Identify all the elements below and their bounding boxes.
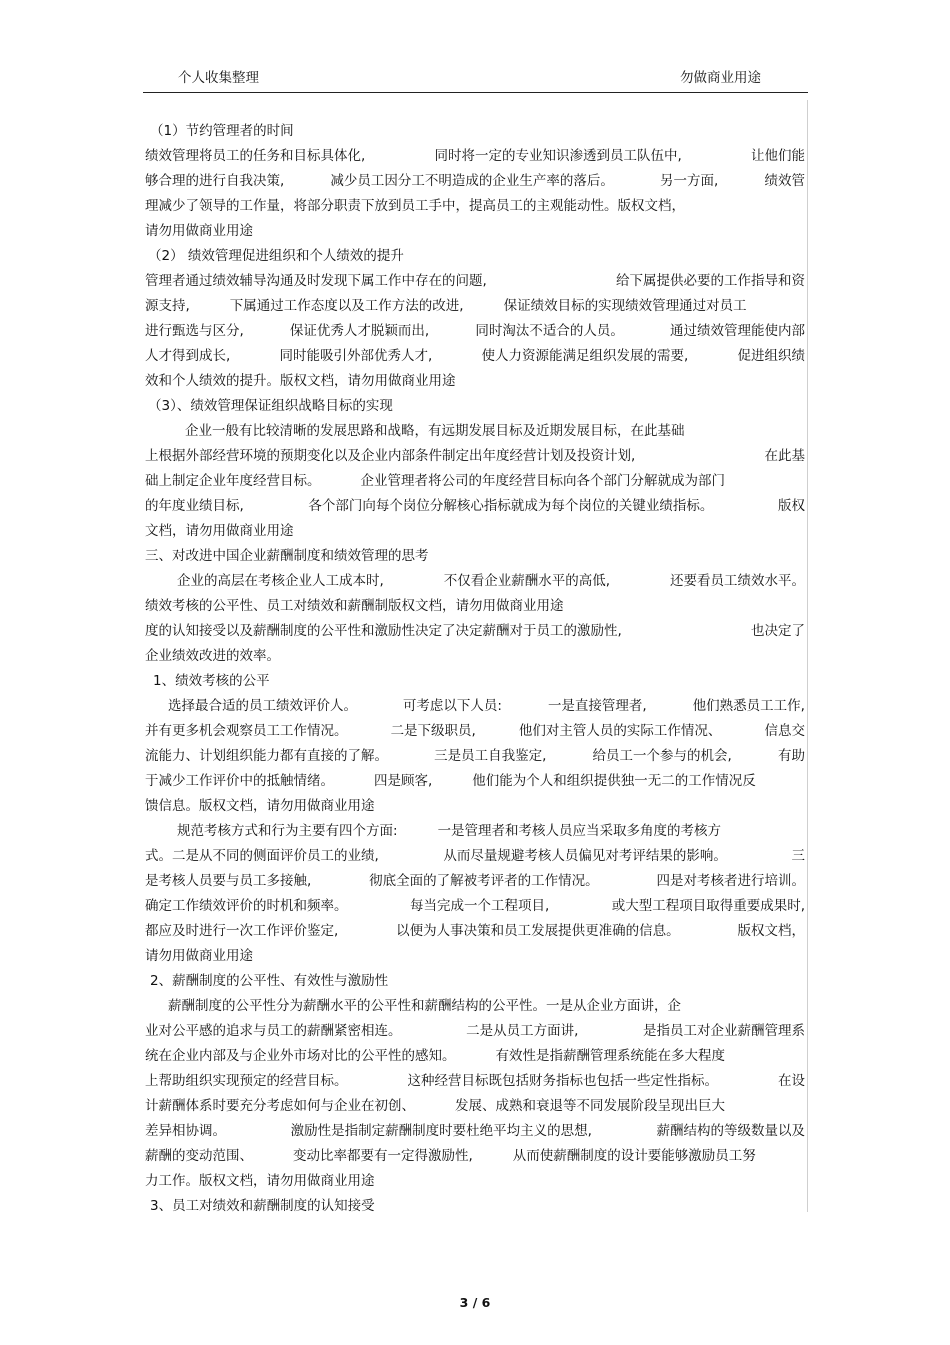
text-segment: 企业绩效改进的效率。	[145, 648, 280, 664]
text-segment: 1、绩效考核的公平	[153, 673, 270, 689]
text-segment: 规范考核方式和行为主要有四个方面:	[177, 823, 398, 839]
text-segment: 并有更多机会观察员工工作情况。	[145, 723, 348, 739]
text-segment: 业对公平感的追求与员工的薪酬紧密相连。	[145, 1023, 402, 1039]
text-segment: 下属通过工作态度以及工作方法的改进,	[229, 298, 464, 314]
text-segment: 薪酬结构的等级数量以及	[656, 1123, 805, 1139]
text-segment: 可考虑以下人员:	[402, 698, 502, 714]
text-segment: 选择最合适的员工绩效评价人。	[168, 698, 357, 714]
text-segment: 绩效管	[764, 173, 805, 189]
text-segment: 二是下级职员,	[390, 723, 476, 739]
header-right-text: 勿做商业用途	[680, 70, 761, 86]
text-segment: 同时将一定的专业知识渗透到员工队伍中,	[434, 148, 682, 164]
text-segment: 二是从员工方面讲,	[466, 1023, 579, 1039]
text-segment: 进行甄选与区分,	[145, 323, 244, 339]
text-line	[145, 744, 805, 769]
text-segment: 是指员工对企业薪酬管理系	[642, 1023, 805, 1039]
text-line	[150, 969, 805, 994]
text-line	[145, 1069, 805, 1094]
text-line	[145, 519, 805, 544]
text-line	[145, 1094, 805, 1119]
text-segment: 企业一般有比较清晰的发展思路和战略，有远期发展目标及近期发展目标，在此基础	[185, 423, 685, 439]
text-line	[145, 719, 805, 744]
text-segment: 通过绩效管理能使内部	[669, 323, 805, 339]
text-segment: 力工作。版权文档，请勿用做商业用途	[145, 1173, 375, 1189]
text-line	[145, 869, 805, 894]
text-segment: （3）、绩效管理保证组织战略目标的实现	[148, 398, 393, 414]
header-left-text: 个人收集整理	[178, 70, 259, 86]
text-segment: 绩效管理将员工的任务和目标具体化,	[145, 148, 366, 164]
text-line	[145, 144, 805, 169]
text-segment: 这种经营目标既包括财务指标也包括一些定性指标。	[407, 1073, 718, 1089]
text-segment: 彻底全面的了解被考评者的工作情况。	[369, 873, 599, 889]
text-segment: 或大型工程项目取得重要成果时,	[611, 898, 805, 914]
text-segment: 是考核人员要与员工多接触,	[145, 873, 312, 889]
text-line	[145, 1044, 805, 1069]
text-segment: 还要看员工绩效水平。	[670, 573, 805, 589]
text-segment: 文档，请勿用做商业用途	[145, 523, 294, 539]
text-line	[145, 769, 805, 794]
text-segment: 在此基	[764, 448, 805, 464]
text-segment: 版权	[777, 498, 805, 514]
text-segment: 四是顾客,	[374, 773, 433, 789]
text-segment: 也决定了	[751, 623, 805, 639]
text-segment: 3、员工对绩效和薪酬制度的认知接受	[150, 1198, 375, 1214]
text-segment: 馈信息。版权文档，请勿用做商业用途	[145, 798, 375, 814]
text-line	[145, 469, 805, 494]
page-number: 3 / 6	[459, 1295, 491, 1310]
text-line	[145, 494, 805, 519]
text-segment: 的年度业绩目标,	[145, 498, 244, 514]
text-segment: 人才得到成长,	[145, 348, 231, 364]
text-segment: 三	[791, 848, 805, 864]
text-segment: 有助	[777, 748, 805, 764]
text-line	[145, 219, 805, 244]
text-line	[145, 194, 805, 219]
text-segment: 差异相协调。	[145, 1123, 226, 1139]
text-line	[150, 119, 805, 144]
text-segment: 从而尽量规避考核人员偏见对考评结果的影响。	[443, 848, 727, 864]
text-segment: 都应及时进行一次工作评价鉴定,	[145, 923, 339, 939]
text-segment: 源支持,	[145, 298, 190, 314]
text-segment: 效和个人绩效的提升。版权文档，请勿用做商业用途	[145, 373, 456, 389]
text-segment: 他们熟悉员工工作,	[692, 698, 805, 714]
text-line	[145, 1144, 805, 1169]
text-segment: 薪酬的变动范围、	[145, 1148, 253, 1164]
text-segment: 理减少了领导的工作量，将部分职责下放到员工手中，提高员工的主观能动性。版权文档，	[145, 198, 685, 214]
right-margin-rule	[807, 100, 808, 1212]
text-line	[168, 994, 805, 1019]
text-line	[168, 694, 805, 719]
text-line	[145, 844, 805, 869]
text-segment: 保证绩效目标的实现绩效管理通过对员工	[503, 298, 747, 314]
text-segment: 同时能吸引外部优秀人才,	[279, 348, 433, 364]
text-segment: 保证优秀人才脱颖而出,	[289, 323, 430, 339]
text-segment: 于减少工作评价中的抵触情绪。	[145, 773, 334, 789]
text-segment: 减少员工因分工不明造成的企业生产率的落后。	[330, 173, 614, 189]
text-line	[145, 619, 805, 644]
text-segment: 从而使薪酬制度的设计要能够激励员工努	[512, 1148, 756, 1164]
text-segment: 度的认知接受以及薪酬制度的公平性和激励性决定了决定薪酬对于员工的激励性,	[145, 623, 622, 639]
text-line	[145, 894, 805, 919]
text-line	[145, 1169, 805, 1194]
text-segment: 发展、成熟和衰退等不同发展阶段呈现出巨大	[455, 1098, 725, 1114]
text-segment: 使人力资源能满足组织发展的需要,	[481, 348, 689, 364]
text-segment: 信息交	[764, 723, 805, 739]
text-segment: 请勿用做商业用途	[145, 223, 253, 239]
text-segment: 每当完成一个工程项目,	[409, 898, 550, 914]
text-segment: 变动比率都要有一定得激励性,	[293, 1148, 473, 1164]
text-line	[145, 294, 805, 319]
text-segment: 够合理的进行自我决策,	[145, 173, 285, 189]
text-segment: 有效性是指薪酬管理系统能在多大程度	[495, 1048, 725, 1064]
text-segment: 给下属提供必要的工作指导和资	[616, 273, 805, 289]
text-segment: 他们能为个人和组织提供独一无二的工作情况反	[472, 773, 756, 789]
text-line	[148, 394, 805, 419]
text-segment: 不仅看企业薪酬水平的高低,	[443, 573, 611, 589]
text-segment: 确定工作绩效评价的时机和频率。	[145, 898, 348, 914]
text-segment: 计薪酬体系时要充分考虑如何与企业在初创、	[145, 1098, 415, 1114]
text-line	[177, 569, 805, 594]
text-segment: 版权文档，	[737, 923, 805, 939]
text-segment: 一是直接管理者,	[547, 698, 647, 714]
text-line	[145, 1019, 805, 1044]
text-segment: 他们对主管人员的实际工作情况、	[518, 723, 722, 739]
text-segment: 绩效考核的公平性、员工对绩效和薪酬制版权文档，请勿用做商业用途	[145, 598, 564, 614]
page-header	[143, 66, 808, 93]
text-line	[177, 819, 805, 844]
text-segment: 以便为人事决策和员工发展提供更准确的信息。	[396, 923, 680, 939]
text-line	[145, 594, 805, 619]
text-line	[148, 244, 805, 269]
text-segment: 企业管理者将公司的年度经营目标向各个部门分解就成为部门	[360, 473, 725, 489]
text-segment: 统在企业内部及与企业外市场对比的公平性的感知。	[145, 1048, 456, 1064]
text-segment: 三是员工自我鉴定,	[434, 748, 547, 764]
text-segment: 四是对考核者进行培训。	[656, 873, 805, 889]
text-segment: 上帮助组织实现预定的经营目标。	[145, 1073, 348, 1089]
text-line	[145, 169, 805, 194]
text-segment: 各个部门向每个岗位分解核心指标就成为每个岗位的关键业绩指标。	[308, 498, 714, 514]
text-segment: 给员工一个参与的机会,	[592, 748, 732, 764]
text-segment: 促进组织绩	[737, 348, 805, 364]
text-line	[150, 1194, 805, 1219]
text-line	[145, 644, 805, 669]
text-segment: （2） 绩效管理促进组织和个人绩效的提升	[148, 248, 404, 264]
text-segment: 2、薪酬制度的公平性、有效性与激励性	[150, 973, 389, 989]
text-line	[145, 944, 805, 969]
text-line	[153, 669, 805, 694]
text-line	[145, 544, 805, 569]
text-segment: 管理者通过绩效辅导沟通及时发现下属工作中存在的问题,	[145, 273, 487, 289]
text-segment: 上根据外部经营环境的预期变化以及企业内部条件制定出年度经营计划及投资计划,	[145, 448, 636, 464]
text-line	[145, 319, 805, 344]
text-segment: 薪酬制度的公平性分为薪酬水平的公平性和薪酬结构的公平性。一是从企业方面讲，企	[168, 998, 681, 1014]
text-line	[145, 344, 805, 369]
text-segment: （1）节约管理者的时间	[150, 123, 294, 139]
text-line	[145, 369, 805, 394]
text-segment: 础上制定企业年度经营目标。	[145, 473, 321, 489]
text-line	[145, 794, 805, 819]
text-segment: 让他们能	[751, 148, 805, 164]
text-segment: 式。二是从不同的侧面评价员工的业绩,	[145, 848, 379, 864]
text-line	[145, 269, 805, 294]
text-segment: 激励性是指制定薪酬制度时要杜绝平均主义的思想,	[290, 1123, 592, 1139]
text-segment: 请勿用做商业用途	[145, 948, 253, 964]
text-line	[145, 1119, 805, 1144]
text-segment: 另一方面,	[660, 173, 719, 189]
text-segment: 企业的高层在考核企业人工成本时,	[177, 573, 384, 589]
text-line	[185, 419, 805, 444]
text-segment: 同时淘汰不适合的人员。	[475, 323, 624, 339]
text-segment: 在设	[778, 1073, 805, 1089]
text-line	[145, 444, 805, 469]
text-segment: 三、对改进中国企业薪酬制度和绩效管理的思考	[145, 548, 429, 564]
text-segment: 流能力、计划组织能力都有直接的了解。	[145, 748, 388, 764]
text-line	[145, 919, 805, 944]
text-segment: 一是管理者和考核人员应当采取多角度的考核方	[437, 823, 722, 839]
